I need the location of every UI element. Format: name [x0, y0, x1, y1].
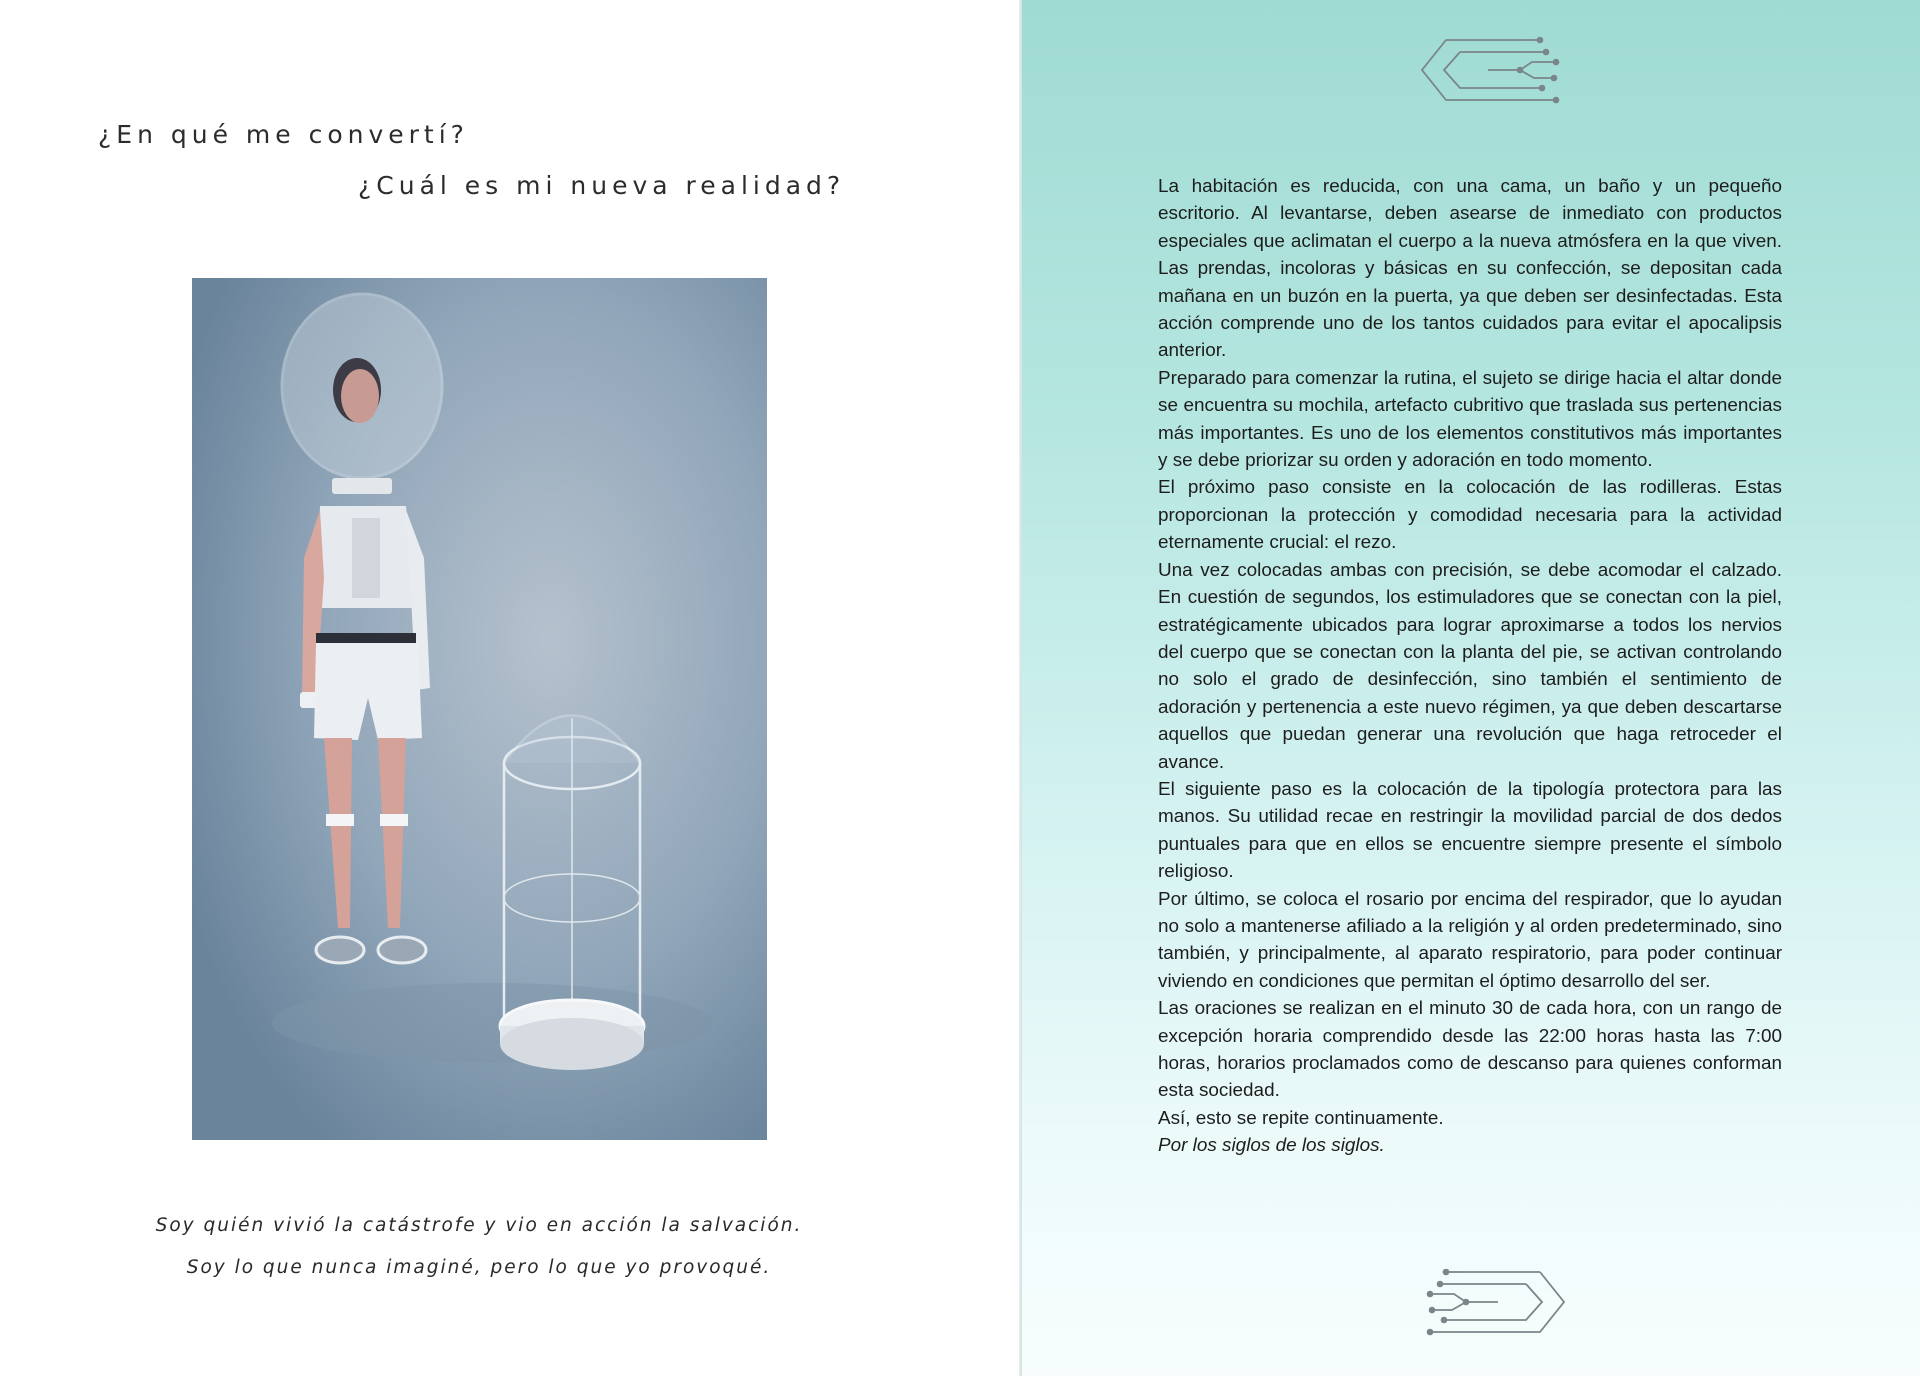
- body-text: [1158, 173, 1782, 1160]
- circuit-arrow-right-icon: [1408, 1262, 1578, 1347]
- photo-caption-1: Soy quién vivió la catástrofe y vio en acción la salvación.: [155, 1215, 803, 1236]
- paragraph-2: Preparado para comenzar la rutina, el sujeto se dirige hacia el altar donde se encuentra su mochila, artefacto cubritivo que traslada sus pertenencias más importantes. Es uno de los elementos constitutivos más importantes y se debe priorizar su orden y adoración en todo momento.: [1158, 367, 1782, 472]
- right-page: [1022, 0, 1920, 1376]
- circuit-arrow-left-icon: [1408, 30, 1578, 115]
- model-photo-illustration: [192, 278, 767, 1140]
- paragraph-4: Una vez colocadas ambas con precisión, se debe acomodar el calzado. En cuestión de segundos, los estimuladores que se conectan con la piel, estratégicamente ubicados para lograr aproximarse a todos los nervios del cuerpo que se conectan con la planta del pie, se activan controlando no solo el grado de desinfección, sino también el sentimiento de adoración y pertenencia a este nuevo régimen, ya que deben descartarse aquellos que puedan generar una revolución que haga retroceder el avance.: [1158, 559, 1782, 773]
- question-heading-2: ¿Cuál es mi nueva realidad?: [358, 171, 846, 200]
- photo-caption-2: Soy lo que nunca imaginé, pero lo que yo provoqué.: [186, 1257, 772, 1278]
- paragraph-1: La habitación es reducida, con una cama, un baño y un pequeño escritorio. Al levantarse, deben asearse de inmediato con productos especiales que aclimatan el cuerpo a la nueva atmósfera en la que viven. Las prendas, incoloras y básicas en su confección, se depositan cada mañana en un buzón en la puerta, ya que deben ser desinfectadas. Esta acción comprende uno de los tantos cuidados para evitar el apocalipsis anterior.: [1158, 176, 1782, 362]
- model-photo: [192, 278, 767, 1140]
- paragraph-5: El siguiente paso es la colocación de la tipología protectora para las manos. Su utilidad recae en restringir la movilidad parcial de dos dedos puntuales para que en ellos se encuentre siempre presente el símbolo religioso.: [1158, 778, 1782, 883]
- paragraph-7: Las oraciones se realizan en el minuto 30 de cada hora, con un rango de excepción horaria comprendido desde las 22:00 horas hasta las 7:00 horas, horarios proclamados como de descanso para quienes conforman esta sociedad.: [1158, 998, 1782, 1102]
- paragraph-8: Así, esto se repite continuamente.: [1158, 1107, 1444, 1129]
- paragraph-3: El próximo paso consiste en la colocación de las rodilleras. Estas proporcionan la protección y comodidad necesaria para la actividad eternamente crucial: el rezo.: [1158, 477, 1782, 554]
- question-heading-1: ¿En qué me convertí?: [98, 120, 469, 149]
- paragraph-6: Por último, se coloca el rosario por encima del respirador, que lo ayudan no solo a mantenerse afiliado a la religión y al orden predeterminado, sino también, y principalmente, al aparato respiratorio, para poder continuar viviendo en condiciones que permitan el óptimo desarrollo del ser.: [1158, 888, 1782, 992]
- closing-line: Por los siglos de los siglos.: [1158, 1135, 1385, 1157]
